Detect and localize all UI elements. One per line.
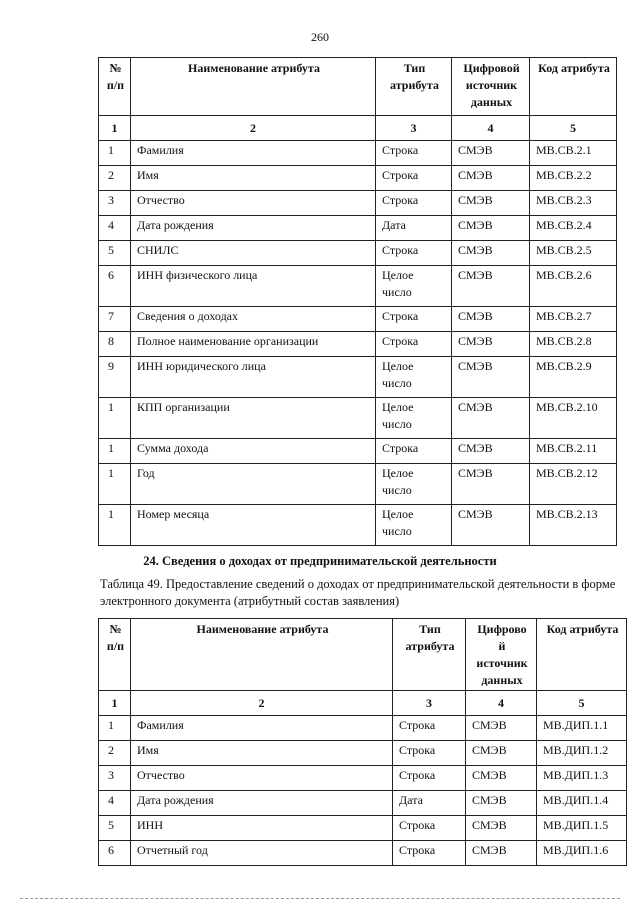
attribute-type-cell: Строка <box>376 332 452 357</box>
attribute-name-cell: ИНН <box>131 816 393 841</box>
data-source-cell: СМЭВ <box>452 216 530 241</box>
row-number-cell: 4 <box>99 216 131 241</box>
row-number-cell: 2 <box>99 166 131 191</box>
column-number: 3 <box>376 116 452 141</box>
table-body <box>99 141 617 546</box>
header-number: № п/п <box>99 619 131 691</box>
table-row <box>99 841 627 866</box>
column-number: 1 <box>99 691 131 716</box>
attribute-code-cell: МВ.ДИП.1.3 <box>537 766 627 791</box>
attribute-type-cell: Строка <box>376 141 452 166</box>
data-source-cell: СМЭВ <box>452 266 530 307</box>
table-row <box>99 398 617 439</box>
attribute-type-cell: Дата <box>376 216 452 241</box>
attribute-name-cell: Дата рождения <box>131 791 393 816</box>
page-bottom-divider <box>20 898 620 899</box>
data-source-cell: СМЭВ <box>466 741 537 766</box>
column-number: 4 <box>466 691 537 716</box>
data-source-cell: СМЭВ <box>452 241 530 266</box>
row-number-cell: 1 <box>99 398 131 439</box>
table-row <box>99 464 617 505</box>
table-row <box>99 439 617 464</box>
attribute-name-cell: Сумма дохода <box>131 439 376 464</box>
attribute-name-cell: Год <box>131 464 376 505</box>
row-number-cell: 7 <box>99 307 131 332</box>
data-source-cell: СМЭВ <box>466 766 537 791</box>
attribute-name-cell: ИНН физического лица <box>131 266 376 307</box>
attribute-type-cell: Целое число <box>376 505 452 546</box>
attribute-code-cell: МВ.ДИП.1.4 <box>537 791 627 816</box>
table-row <box>99 766 627 791</box>
attribute-code-cell: МВ.СВ.2.8 <box>530 332 617 357</box>
attribute-name-cell: Отчество <box>131 191 376 216</box>
column-number: 4 <box>452 116 530 141</box>
header-attribute-code: Код атрибута <box>537 619 627 691</box>
attribute-code-cell: МВ.СВ.2.6 <box>530 266 617 307</box>
column-number: 2 <box>131 116 376 141</box>
attribute-name-cell: Номер месяца <box>131 505 376 546</box>
table-row <box>99 816 627 841</box>
table-row <box>99 357 617 398</box>
attribute-type-cell: Целое число <box>376 357 452 398</box>
attribute-code-cell: МВ.СВ.2.4 <box>530 216 617 241</box>
data-source-cell: СМЭВ <box>466 816 537 841</box>
table-row <box>99 241 617 266</box>
column-number: 5 <box>530 116 617 141</box>
header-attribute-code: Код атрибута <box>530 58 617 116</box>
data-source-cell: СМЭВ <box>452 141 530 166</box>
row-number-cell: 4 <box>99 791 131 816</box>
header-attribute-name: Наименование атрибута <box>131 58 376 116</box>
attribute-code-cell: МВ.СВ.2.11 <box>530 439 617 464</box>
table-row <box>99 505 617 546</box>
column-number: 2 <box>131 691 393 716</box>
row-number-cell: 9 <box>99 357 131 398</box>
table-row <box>99 716 627 741</box>
attribute-type-cell: Целое число <box>376 398 452 439</box>
data-source-cell: СМЭВ <box>466 841 537 866</box>
attribute-type-cell: Строка <box>376 241 452 266</box>
table-caption: Таблица 49. Предоставление сведений о доходах от предпринимательской деятельности в форме электронного документа (атрибутный состав заявления) <box>100 577 616 608</box>
attribute-type-cell: Строка <box>393 741 466 766</box>
row-number-cell: 3 <box>99 191 131 216</box>
attribute-name-cell: Фамилия <box>131 141 376 166</box>
row-number-cell: 1 <box>99 716 131 741</box>
attribute-name-cell: Дата рождения <box>131 216 376 241</box>
row-number-cell: 1 <box>99 505 131 546</box>
attribute-name-cell: ИНН юридического лица <box>131 357 376 398</box>
attribute-type-cell: Целое число <box>376 464 452 505</box>
row-number-cell: 5 <box>99 241 131 266</box>
table-row <box>99 741 627 766</box>
row-number-cell: 5 <box>99 816 131 841</box>
column-number: 5 <box>537 691 627 716</box>
attribute-code-cell: МВ.ДИП.1.5 <box>537 816 627 841</box>
attribute-code-cell: МВ.СВ.2.10 <box>530 398 617 439</box>
header-attribute-type: Тип атрибута <box>376 58 452 116</box>
attribute-code-cell: МВ.СВ.2.2 <box>530 166 617 191</box>
attribute-type-cell: Строка <box>376 307 452 332</box>
data-source-cell: СМЭВ <box>452 505 530 546</box>
header-data-source: Цифровой источник данных <box>452 58 530 116</box>
attribute-code-cell: МВ.СВ.2.12 <box>530 464 617 505</box>
table-row <box>99 791 627 816</box>
data-source-cell: СМЭВ <box>452 357 530 398</box>
attribute-type-cell: Строка <box>393 766 466 791</box>
header-number: № п/п <box>99 58 131 116</box>
attributes-table-business-income <box>98 618 627 866</box>
row-number-cell: 3 <box>99 766 131 791</box>
column-number-row <box>99 691 627 716</box>
header-data-source: Цифрово й источник данных <box>466 619 537 691</box>
attribute-type-cell: Дата <box>393 791 466 816</box>
row-number-cell: 1 <box>99 439 131 464</box>
attribute-name-cell: Фамилия <box>131 716 393 741</box>
table-row <box>99 141 617 166</box>
attribute-type-cell: Строка <box>393 816 466 841</box>
column-number: 3 <box>393 691 466 716</box>
table-row <box>99 166 617 191</box>
attributes-table-income <box>98 57 617 546</box>
attribute-name-cell: Отчетный год <box>131 841 393 866</box>
row-number-cell: 1 <box>99 141 131 166</box>
attribute-name-cell: КПП организации <box>131 398 376 439</box>
header-attribute-name: Наименование атрибута <box>131 619 393 691</box>
attribute-name-cell: Полное наименование организации <box>131 332 376 357</box>
row-number-cell: 1 <box>99 464 131 505</box>
attribute-type-cell: Строка <box>376 439 452 464</box>
attribute-type-cell: Строка <box>376 166 452 191</box>
attribute-code-cell: МВ.ДИП.1.1 <box>537 716 627 741</box>
data-source-cell: СМЭВ <box>466 791 537 816</box>
attribute-code-cell: МВ.ДИП.1.2 <box>537 741 627 766</box>
attribute-code-cell: МВ.СВ.2.7 <box>530 307 617 332</box>
attribute-type-cell: Строка <box>393 716 466 741</box>
section-heading: 24. Сведения о доходах от предпринимательской деятельности <box>143 554 497 568</box>
attribute-type-cell: Целое число <box>376 266 452 307</box>
data-source-cell: СМЭВ <box>452 464 530 505</box>
attribute-type-cell: Строка <box>393 841 466 866</box>
data-source-cell: СМЭВ <box>452 398 530 439</box>
row-number-cell: 2 <box>99 741 131 766</box>
attribute-code-cell: МВ.ДИП.1.6 <box>537 841 627 866</box>
page-number: 260 <box>311 30 329 44</box>
attribute-code-cell: МВ.СВ.2.13 <box>530 505 617 546</box>
row-number-cell: 8 <box>99 332 131 357</box>
data-source-cell: СМЭВ <box>452 307 530 332</box>
header-attribute-type: Тип атрибута <box>393 619 466 691</box>
data-source-cell: СМЭВ <box>452 332 530 357</box>
attribute-code-cell: МВ.СВ.2.3 <box>530 191 617 216</box>
data-source-cell: СМЭВ <box>466 716 537 741</box>
table-row <box>99 216 617 241</box>
table-row <box>99 191 617 216</box>
data-source-cell: СМЭВ <box>452 439 530 464</box>
table-row <box>99 307 617 332</box>
data-source-cell: СМЭВ <box>452 191 530 216</box>
attribute-code-cell: МВ.СВ.2.1 <box>530 141 617 166</box>
row-number-cell: 6 <box>99 841 131 866</box>
attribute-name-cell: Отчество <box>131 766 393 791</box>
column-number: 1 <box>99 116 131 141</box>
attribute-name-cell: Имя <box>131 166 376 191</box>
table-row <box>99 266 617 307</box>
attribute-name-cell: Имя <box>131 741 393 766</box>
column-number-row <box>99 116 617 141</box>
attribute-code-cell: МВ.СВ.2.9 <box>530 357 617 398</box>
attribute-name-cell: СНИЛС <box>131 241 376 266</box>
attribute-code-cell: МВ.СВ.2.5 <box>530 241 617 266</box>
table-body <box>99 716 627 866</box>
attribute-type-cell: Строка <box>376 191 452 216</box>
table-row <box>99 332 617 357</box>
attribute-name-cell: Сведения о доходах <box>131 307 376 332</box>
row-number-cell: 6 <box>99 266 131 307</box>
data-source-cell: СМЭВ <box>452 166 530 191</box>
